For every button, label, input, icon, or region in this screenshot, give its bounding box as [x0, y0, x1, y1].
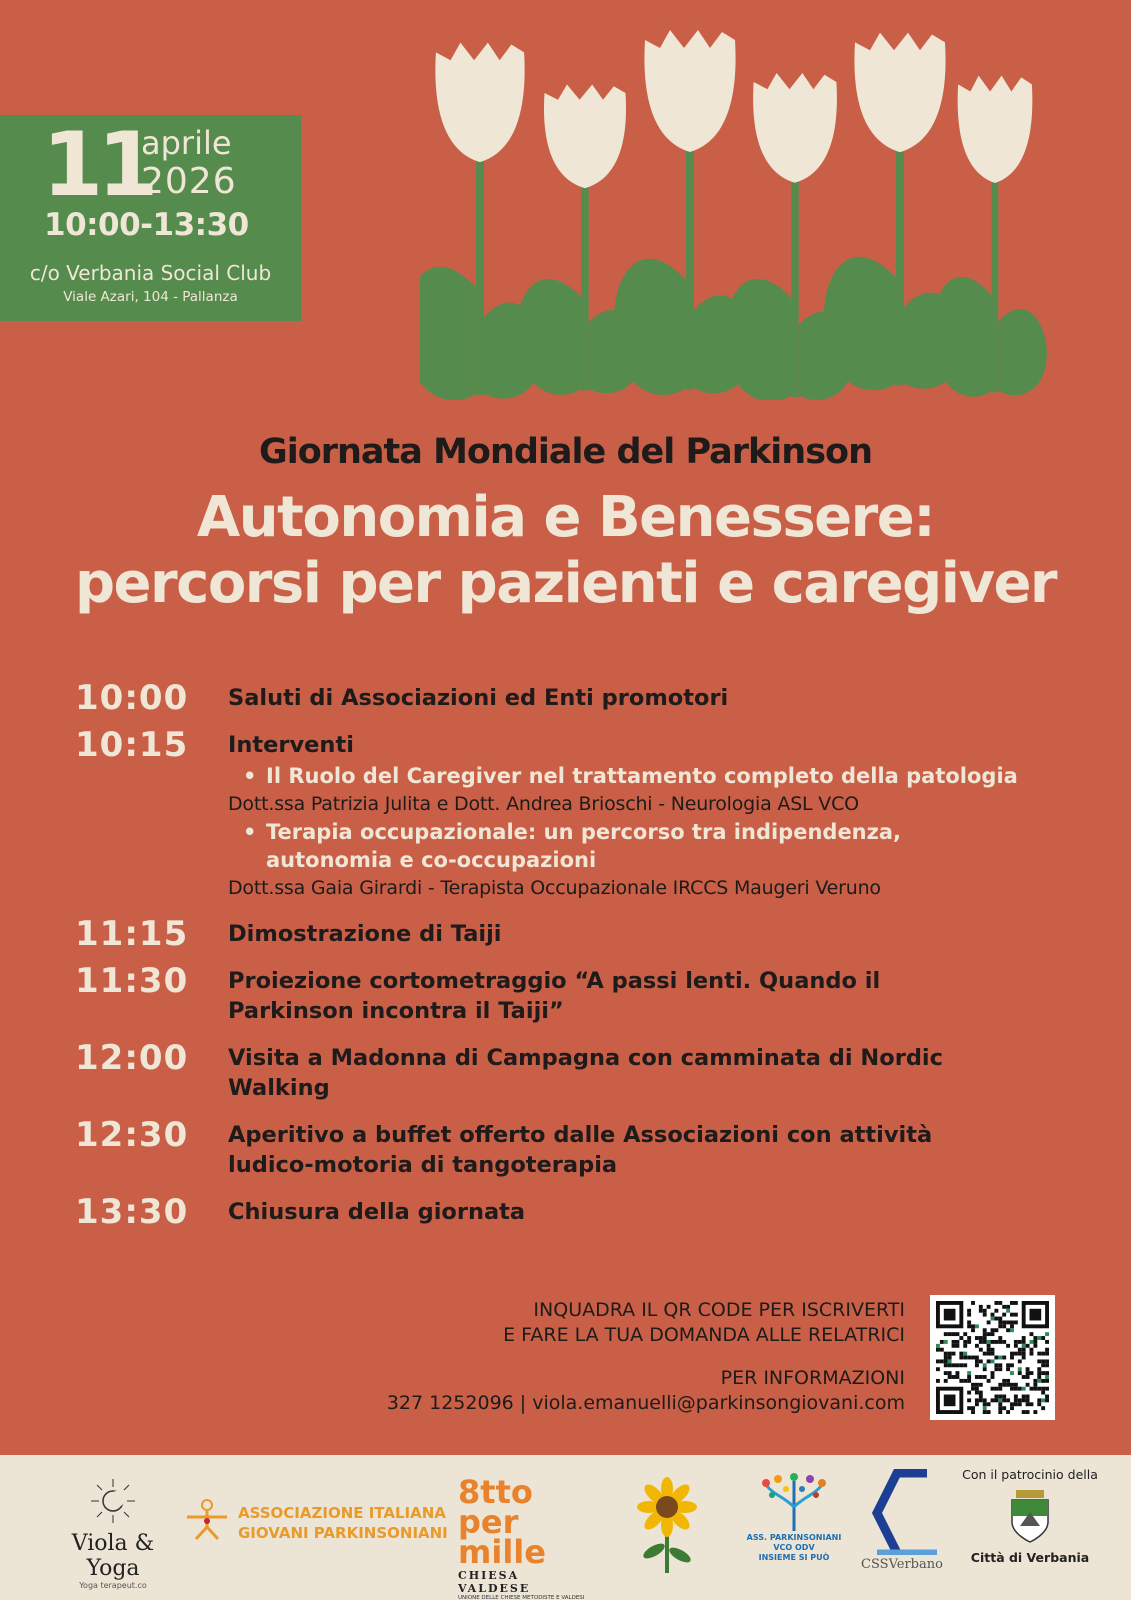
schedule-time: 11:30	[75, 961, 189, 1001]
main-title-line-2: percorsi per pazienti e caregiver	[74, 551, 1057, 616]
schedule-row	[75, 1192, 1075, 1232]
main-title-line-1: Autonomia e Benessere:	[196, 485, 935, 550]
talk-title	[228, 818, 1075, 874]
schedule	[75, 680, 1075, 1241]
schedule-desc: Dimostrazione di Taiji	[228, 921, 502, 947]
qr-instructions-line-2: E FARE LA TUA DOMANDA ALLE RELATRICI	[503, 1324, 905, 1346]
css-verbano-logo	[857, 1469, 947, 1579]
schedule-desc-line-1: Aperitivo a buffet offerto dalle Associazioni con attività	[228, 1122, 933, 1148]
schedule-time: 13:30	[75, 1192, 189, 1232]
schedule-desc: Chiusura della giornata	[228, 1199, 526, 1225]
viola-yoga-logo	[48, 1477, 178, 1590]
schedule-desc	[228, 1040, 1075, 1103]
css-verbano-mark-icon	[857, 1469, 947, 1555]
schedule-desc-line-1: Proiezione cortometraggio “A passi lenti. Quando il	[228, 968, 881, 994]
ass-parkinsoniani-motto: INSIEME SI PUÒ	[758, 1553, 830, 1562]
talk-title: • Il Ruolo del Caregiver nel trattamento completo della patologia	[228, 762, 1075, 790]
event-time: 10:00-13:30	[44, 207, 249, 243]
aigp-name-line-1: ASSOCIAZIONE ITALIANA	[238, 1504, 446, 1522]
schedule-time: 10:00	[75, 678, 189, 718]
schedule-row	[75, 1117, 1075, 1180]
main-title	[0, 485, 1131, 617]
schedule-desc	[228, 1117, 1075, 1180]
aigp-figure-icon	[182, 1497, 232, 1541]
citta-di-verbania-name: Città di Verbania	[970, 1550, 1090, 1565]
event-year: 2026	[141, 161, 237, 202]
qr-code[interactable]	[930, 1295, 1055, 1420]
schedule-time: 12:30	[75, 1115, 189, 1155]
aigp-name	[238, 1503, 448, 1543]
sunflower-icon	[612, 1473, 722, 1583]
viola-yoga-name: Viola & Yoga	[71, 1531, 155, 1581]
css-verbano-name: CSSVerbano	[861, 1557, 943, 1572]
ass-parkinsoniani-name	[744, 1533, 844, 1563]
schedule-row	[75, 963, 1075, 1026]
schedule-time: 10:15	[75, 725, 189, 765]
event-day: 11	[42, 113, 153, 216]
sun-moon-icon	[83, 1477, 143, 1525]
talk-title-line-2: autonomia e co-occupazioni	[266, 848, 597, 872]
qr-code-icon	[936, 1301, 1049, 1414]
schedule-desc-line-2: ludico-motoria di tangoterapia	[228, 1152, 618, 1178]
qr-instructions-line-1: INQUADRA IL QR CODE PER ISCRIVERTI	[533, 1299, 905, 1321]
schedule-row	[75, 678, 1075, 718]
otto-per-mille-name: 8tto per mille	[458, 1473, 546, 1571]
schedule-desc-line-1: Visita a Madonna di Campagna con camminata di Nordic	[228, 1045, 943, 1071]
event-date-box	[0, 115, 301, 321]
schedule-desc-line-2: Walking	[228, 1075, 330, 1101]
aigp-name-line-2: GIOVANI PARKINSONIANI	[238, 1524, 448, 1542]
schedule-row	[75, 727, 1075, 902]
ass-parkinsoniani-vco-logo	[744, 1473, 844, 1583]
chiesa-valdese-name: CHIESA VALDESE	[458, 1569, 531, 1595]
schedule-desc: Saluti di Associazioni ed Enti promotori	[228, 685, 729, 711]
schedule-row	[75, 914, 1075, 954]
talk-speaker: Dott.ssa Patrizia Julita e Dott. Andrea Brioschi - Neurologia ASL VCO	[228, 793, 859, 815]
chiesa-valdese-subtitle: UNIONE DELLE CHIESE METODISTE E VALDESI	[458, 1595, 585, 1600]
footer-logos	[0, 1455, 1131, 1600]
talk-title-line-1: • Terapia occupazionale: un percorso tra indipendenza,	[266, 820, 902, 844]
viola-yoga-subtitle: Yoga terapeut.co	[79, 1581, 147, 1590]
tulips-illustration	[420, 20, 1060, 400]
subtitle: Giornata Mondiale del Parkinson	[258, 432, 873, 472]
tree-icon	[744, 1473, 844, 1533]
event-venue: c/o Verbania Social Club	[29, 261, 272, 285]
schedule-row	[75, 1040, 1075, 1103]
schedule-desc: Interventi	[228, 732, 354, 758]
amici-parkinsoniani-logo	[612, 1473, 722, 1583]
patrocinio-label: Con il patrocinio della	[962, 1467, 1098, 1482]
talk-speaker: Dott.ssa Gaia Girardi - Terapista Occupazionale IRCCS Maugeri Veruno	[228, 877, 881, 899]
contact-details[interactable]: 327 1252096 | viola.emanuelli@parkinsongiovani.com	[386, 1392, 905, 1414]
contact-label: PER INFORMAZIONI	[720, 1367, 905, 1389]
schedule-time: 12:00	[75, 1038, 189, 1078]
event-month: aprile	[141, 124, 232, 162]
coat-of-arms-icon	[1008, 1488, 1052, 1544]
citta-di-verbania-logo	[955, 1467, 1105, 1565]
tulip-6	[933, 76, 1047, 397]
schedule-desc	[228, 963, 1075, 1026]
ass-parkinsoniani-name-line-1: ASS. PARKINSONIANI VCO ODV	[746, 1533, 842, 1552]
info-block	[387, 1298, 905, 1416]
event-address: Viale Azari, 104 - Pallanza	[63, 289, 238, 305]
schedule-time: 11:15	[75, 914, 189, 954]
talks-list	[228, 762, 1075, 902]
otto-per-mille-logo	[458, 1473, 593, 1600]
schedule-desc-line-2: Parkinson incontra il Taiji”	[228, 998, 564, 1024]
